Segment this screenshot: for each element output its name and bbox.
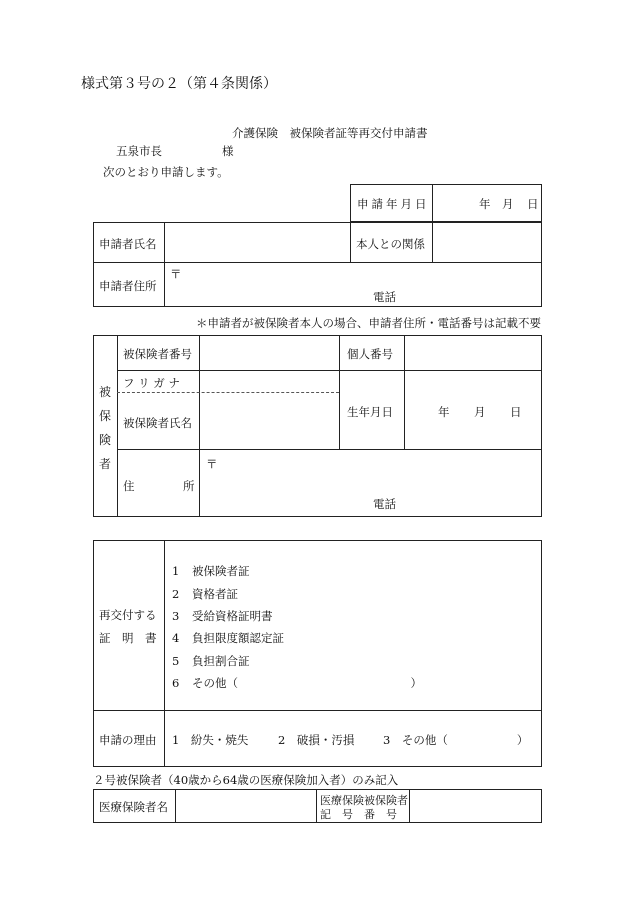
addressee: 五泉市長 (116, 144, 162, 158)
reissue-item-number: 2 (172, 587, 180, 601)
insurance-number-field[interactable] (415, 793, 536, 819)
secondary-note: ２号被保険者（40歳から64歳の医療保険加入者）のみ記入 (93, 773, 399, 787)
reissue-item-text: 被保険者証 (192, 564, 250, 578)
insured-group-label-2: 保 (98, 409, 111, 423)
reissue-item-2[interactable] (172, 586, 238, 602)
birth-day-label: 日 (510, 405, 522, 419)
insured-group-label-4: 者 (98, 457, 111, 471)
insured-group-label-1: 被 (98, 385, 111, 399)
application-day-label: 日 (527, 197, 539, 211)
reissue-item-text: その他（ ） (192, 676, 422, 690)
insured-name-label: 被保険者氏名 (123, 416, 192, 430)
reason-option-text: その他（ ） (401, 733, 529, 747)
reissue-item-number: 5 (172, 654, 180, 668)
reissue-item-4[interactable] (172, 630, 284, 646)
personal-number-field[interactable] (410, 340, 536, 366)
applicant-postal-mark: 〒 (170, 267, 182, 281)
insurance-number-label-line1: 医療保険被保険者 (320, 794, 408, 807)
applicant-address-label: 申請者住所 (99, 279, 157, 293)
reissue-item-text: 資格者証 (192, 587, 238, 601)
insured-number-label: 被保険者番号 (123, 347, 192, 361)
reissue-item-text: 受給資格証明書 (192, 609, 273, 623)
reissue-item-number: 6 (172, 676, 180, 690)
birth-month-label: 月 (474, 405, 486, 419)
reissue-item-number: 1 (172, 564, 180, 578)
reissue-label-line1: 再交付する (99, 608, 157, 622)
applicant-phone-label: 電話 (373, 290, 396, 304)
reason-option-2[interactable] (278, 732, 354, 748)
reason-option-1[interactable] (172, 732, 248, 748)
furigana-label: フ リ ガ ナ (123, 376, 180, 390)
insurer-name-field[interactable] (181, 793, 311, 819)
insured-phone-label: 電話 (373, 497, 396, 511)
relation-label: 本人との関係 (356, 237, 425, 251)
reissue-item-5[interactable] (172, 653, 250, 669)
reissue-item-1[interactable] (172, 563, 250, 579)
furigana-field[interactable] (205, 373, 333, 390)
reissue-item-text: 負担割合証 (192, 654, 250, 668)
reissue-item-3[interactable] (172, 608, 273, 624)
applicant-name-field[interactable] (172, 228, 342, 256)
reason-option-number: 3 (383, 733, 391, 747)
insured-address-label-1: 住 (123, 479, 135, 493)
reason-option-text: 破損・汚損 (296, 733, 355, 747)
form-title: 介護保険 被保険者証等再交付申請書 (232, 126, 428, 140)
reason-label: 申請の理由 (99, 733, 157, 747)
applicant-note: ＊申請者が被保険者本人の場合、申請者住所・電話番号は記載不要 (196, 316, 541, 330)
applicant-address-field[interactable] (185, 266, 535, 302)
personal-number-label: 個人番号 (347, 347, 393, 361)
insurer-name-label: 医療保険者名 (99, 800, 168, 814)
insured-address-label-2: 所 (183, 479, 195, 493)
insured-name-field[interactable] (205, 397, 333, 445)
application-month-label: 月 (502, 197, 514, 211)
reason-option-text: 紛失・焼失 (190, 733, 249, 747)
reason-option-number: 2 (278, 733, 286, 747)
reason-option-3[interactable] (383, 732, 528, 748)
form-number: 様式第３号の２（第４条関係） (81, 76, 277, 92)
reason-option-number: 1 (172, 733, 180, 747)
application-year-label: 年 (479, 197, 491, 211)
birth-year-label: 年 (438, 405, 450, 419)
insurance-number-label-line2: 記 号 番 号 (320, 808, 397, 821)
insured-number-field[interactable] (205, 340, 333, 366)
insured-postal-mark: 〒 (206, 457, 218, 471)
intro-text: 次のとおり申請します。 (103, 165, 229, 179)
relation-field[interactable] (438, 228, 536, 256)
reissue-label-line2: 証 明 書 (99, 631, 157, 645)
honorific: 様 (222, 144, 234, 158)
reissue-item-number: 3 (172, 609, 180, 623)
application-date-label: 申請年月日 (357, 197, 430, 211)
insured-group-label-3: 険 (98, 433, 111, 447)
birth-date-label: 生年月日 (347, 405, 393, 419)
reissue-item-number: 4 (172, 631, 180, 645)
applicant-name-label: 申請者氏名 (99, 237, 157, 251)
reissue-item-text: 負担限度額認定証 (192, 631, 284, 645)
reissue-item-6[interactable] (172, 675, 422, 691)
